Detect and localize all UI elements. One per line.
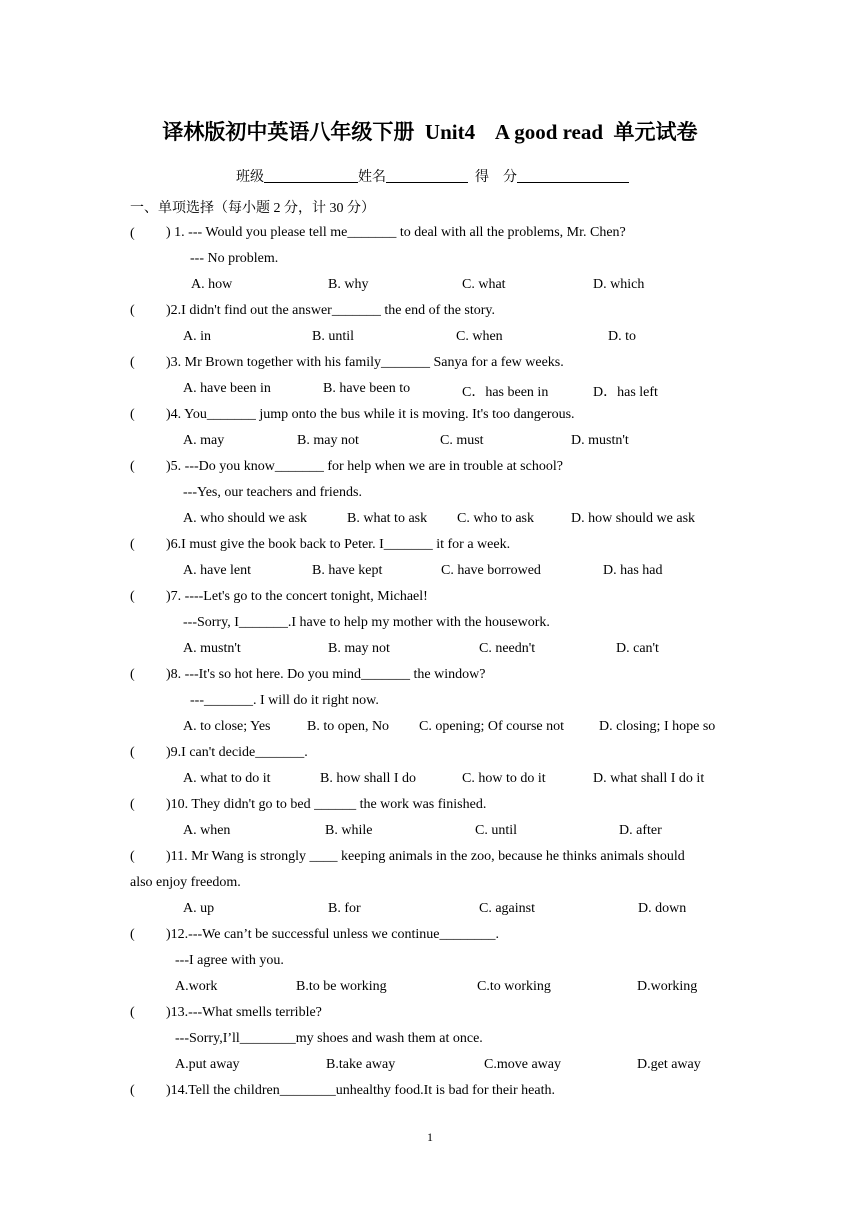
option-c[interactable]: C．has been in [462,385,549,400]
option-b[interactable]: B.to be working [296,979,387,994]
page-number: 1 [427,1130,433,1144]
option-a[interactable]: A. how [191,277,233,292]
option-b[interactable]: B. have been to [323,381,411,396]
option-a[interactable]: A. have lent [183,563,252,578]
option-c[interactable]: C.move away [484,1057,561,1072]
score-blank[interactable] [517,168,629,183]
answer-paren[interactable]: ( [130,226,135,241]
answer-paren[interactable]: ( [130,797,135,812]
answer-paren[interactable]: ( [130,407,135,422]
option-b[interactable]: B. how shall I do [320,771,417,786]
question-7: )7. ----Let's go to the concert tonight, Michael! [166,589,428,604]
answer-paren[interactable]: ( [130,927,135,942]
option-b[interactable]: B. may not [328,641,390,656]
option-c[interactable]: C. against [479,901,535,916]
question-4: )4. You_______ jump onto the bus while it is moving. It's too dangerous. [166,407,575,422]
question-11-continued: also enjoy freedom. [130,875,241,890]
option-d[interactable]: D. to [608,329,636,344]
answer-paren[interactable]: ( [130,589,135,604]
option-c[interactable]: C. when [456,329,503,344]
option-b[interactable]: B.take away [326,1057,396,1072]
name-label: 姓名 [358,170,386,185]
question-8-dialogue: ---_______. I will do it right now. [190,693,379,708]
class-label: 班级 [236,170,264,185]
answer-paren[interactable]: ( [130,303,135,318]
option-d[interactable]: D. after [619,823,662,838]
option-b[interactable]: B. may not [297,433,359,448]
section-heading: 一、单项选择（每小题 2 分，计 30 分） [130,201,375,216]
option-d[interactable]: D.get away [637,1057,701,1072]
option-a[interactable]: A. may [183,433,225,448]
question-8: )8. ---It's so hot here. Do you mind_______ the window? [166,667,486,682]
option-c[interactable]: C. needn't [479,641,536,656]
question-13-dialogue: ---Sorry,I’ll________my shoes and wash them at once. [175,1031,483,1046]
question-12: )12.---We can’t be successful unless we continue________. [166,927,499,942]
option-c[interactable]: C. who to ask [457,511,534,526]
option-c[interactable]: C. must [440,433,484,448]
option-b[interactable]: B. for [328,901,361,916]
option-b[interactable]: B. what to ask [347,511,428,526]
option-d[interactable]: D. which [593,277,645,292]
option-d[interactable]: D. how should we ask [571,511,696,526]
option-a[interactable]: A.work [175,979,218,994]
question-3: )3. Mr Brown together with his family_______ Sanya for a few weeks. [166,355,564,370]
option-b[interactable]: B. to open, No [307,719,390,734]
option-b[interactable]: B. have kept [312,563,383,578]
option-b[interactable]: B. why [328,277,369,292]
option-c[interactable]: C. how to do it [462,771,546,786]
option-c[interactable]: C. opening; Of course not [419,719,565,734]
option-d[interactable]: D．has left [593,385,658,400]
question-5: )5. ---Do you know_______ for help when we are in trouble at school? [166,459,563,474]
option-d[interactable]: D. closing; I hope so [599,719,716,734]
answer-paren[interactable]: ( [130,459,135,474]
option-c[interactable]: C. until [475,823,518,838]
option-a[interactable]: A. up [183,901,215,916]
option-d[interactable]: D. down [638,901,687,916]
option-c[interactable]: C. what [462,277,506,292]
option-c[interactable]: C.to working [477,979,551,994]
option-a[interactable]: A. mustn't [183,641,241,656]
option-a[interactable]: A. who should we ask [183,511,308,526]
option-c[interactable]: C. have borrowed [441,563,541,578]
answer-paren[interactable]: ( [130,355,135,370]
answer-paren[interactable]: ( [130,849,135,864]
option-d[interactable]: D. has had [603,563,663,578]
question-9: )9.I can't decide_______. [166,745,308,760]
option-a[interactable]: A. to close; Yes [183,719,271,734]
question-5-dialogue: ---Yes, our teachers and friends. [183,485,362,500]
option-a[interactable]: A. what to do it [183,771,271,786]
option-a[interactable]: A.put away [175,1057,240,1072]
answer-paren[interactable]: ( [130,1005,135,1020]
question-7-dialogue: ---Sorry, I_______.I have to help my mother with the housework. [183,615,550,630]
option-a[interactable]: A. in [183,329,211,344]
question-1: ) 1. --- Would you please tell me_______ to deal with all the problems, Mr. Chen? [166,225,626,240]
answer-paren[interactable]: ( [130,745,135,760]
name-blank[interactable] [386,168,468,183]
answer-paren[interactable]: ( [130,1083,135,1098]
option-b[interactable]: B. while [325,823,373,838]
option-d[interactable]: D. mustn't [571,433,629,448]
option-a[interactable]: A. have been in [183,381,271,396]
page-title: 译林版初中英语八年级下册 Unit4 A good read 单元试卷 [162,120,698,144]
question-1-dialogue: --- No problem. [190,251,279,266]
option-b[interactable]: B. until [312,329,355,344]
score-label: 得 分 [475,170,517,185]
question-12-dialogue: ---I agree with you. [175,953,284,968]
question-13: )13.---What smells terrible? [166,1005,322,1020]
student-info-line [236,166,629,186]
answer-paren[interactable]: ( [130,537,135,552]
class-blank[interactable] [264,168,358,183]
question-11: )11. Mr Wang is strongly ____ keeping animals in the zoo, because he thinks animals should [166,849,685,864]
option-d[interactable]: D. what shall I do it [593,771,705,786]
question-2: )2.I didn't find out the answer_______ the end of the story. [166,303,495,318]
option-d[interactable]: D. can't [616,641,659,656]
answer-paren[interactable]: ( [130,667,135,682]
option-d[interactable]: D.working [637,979,698,994]
option-a[interactable]: A. when [183,823,231,838]
question-6: )6.I must give the book back to Peter. I_______ it for a week. [166,537,511,552]
question-14: )14.Tell the children________unhealthy food.It is bad for their heath. [166,1083,555,1098]
question-10: )10. They didn't go to bed ______ the work was finished. [166,797,487,812]
